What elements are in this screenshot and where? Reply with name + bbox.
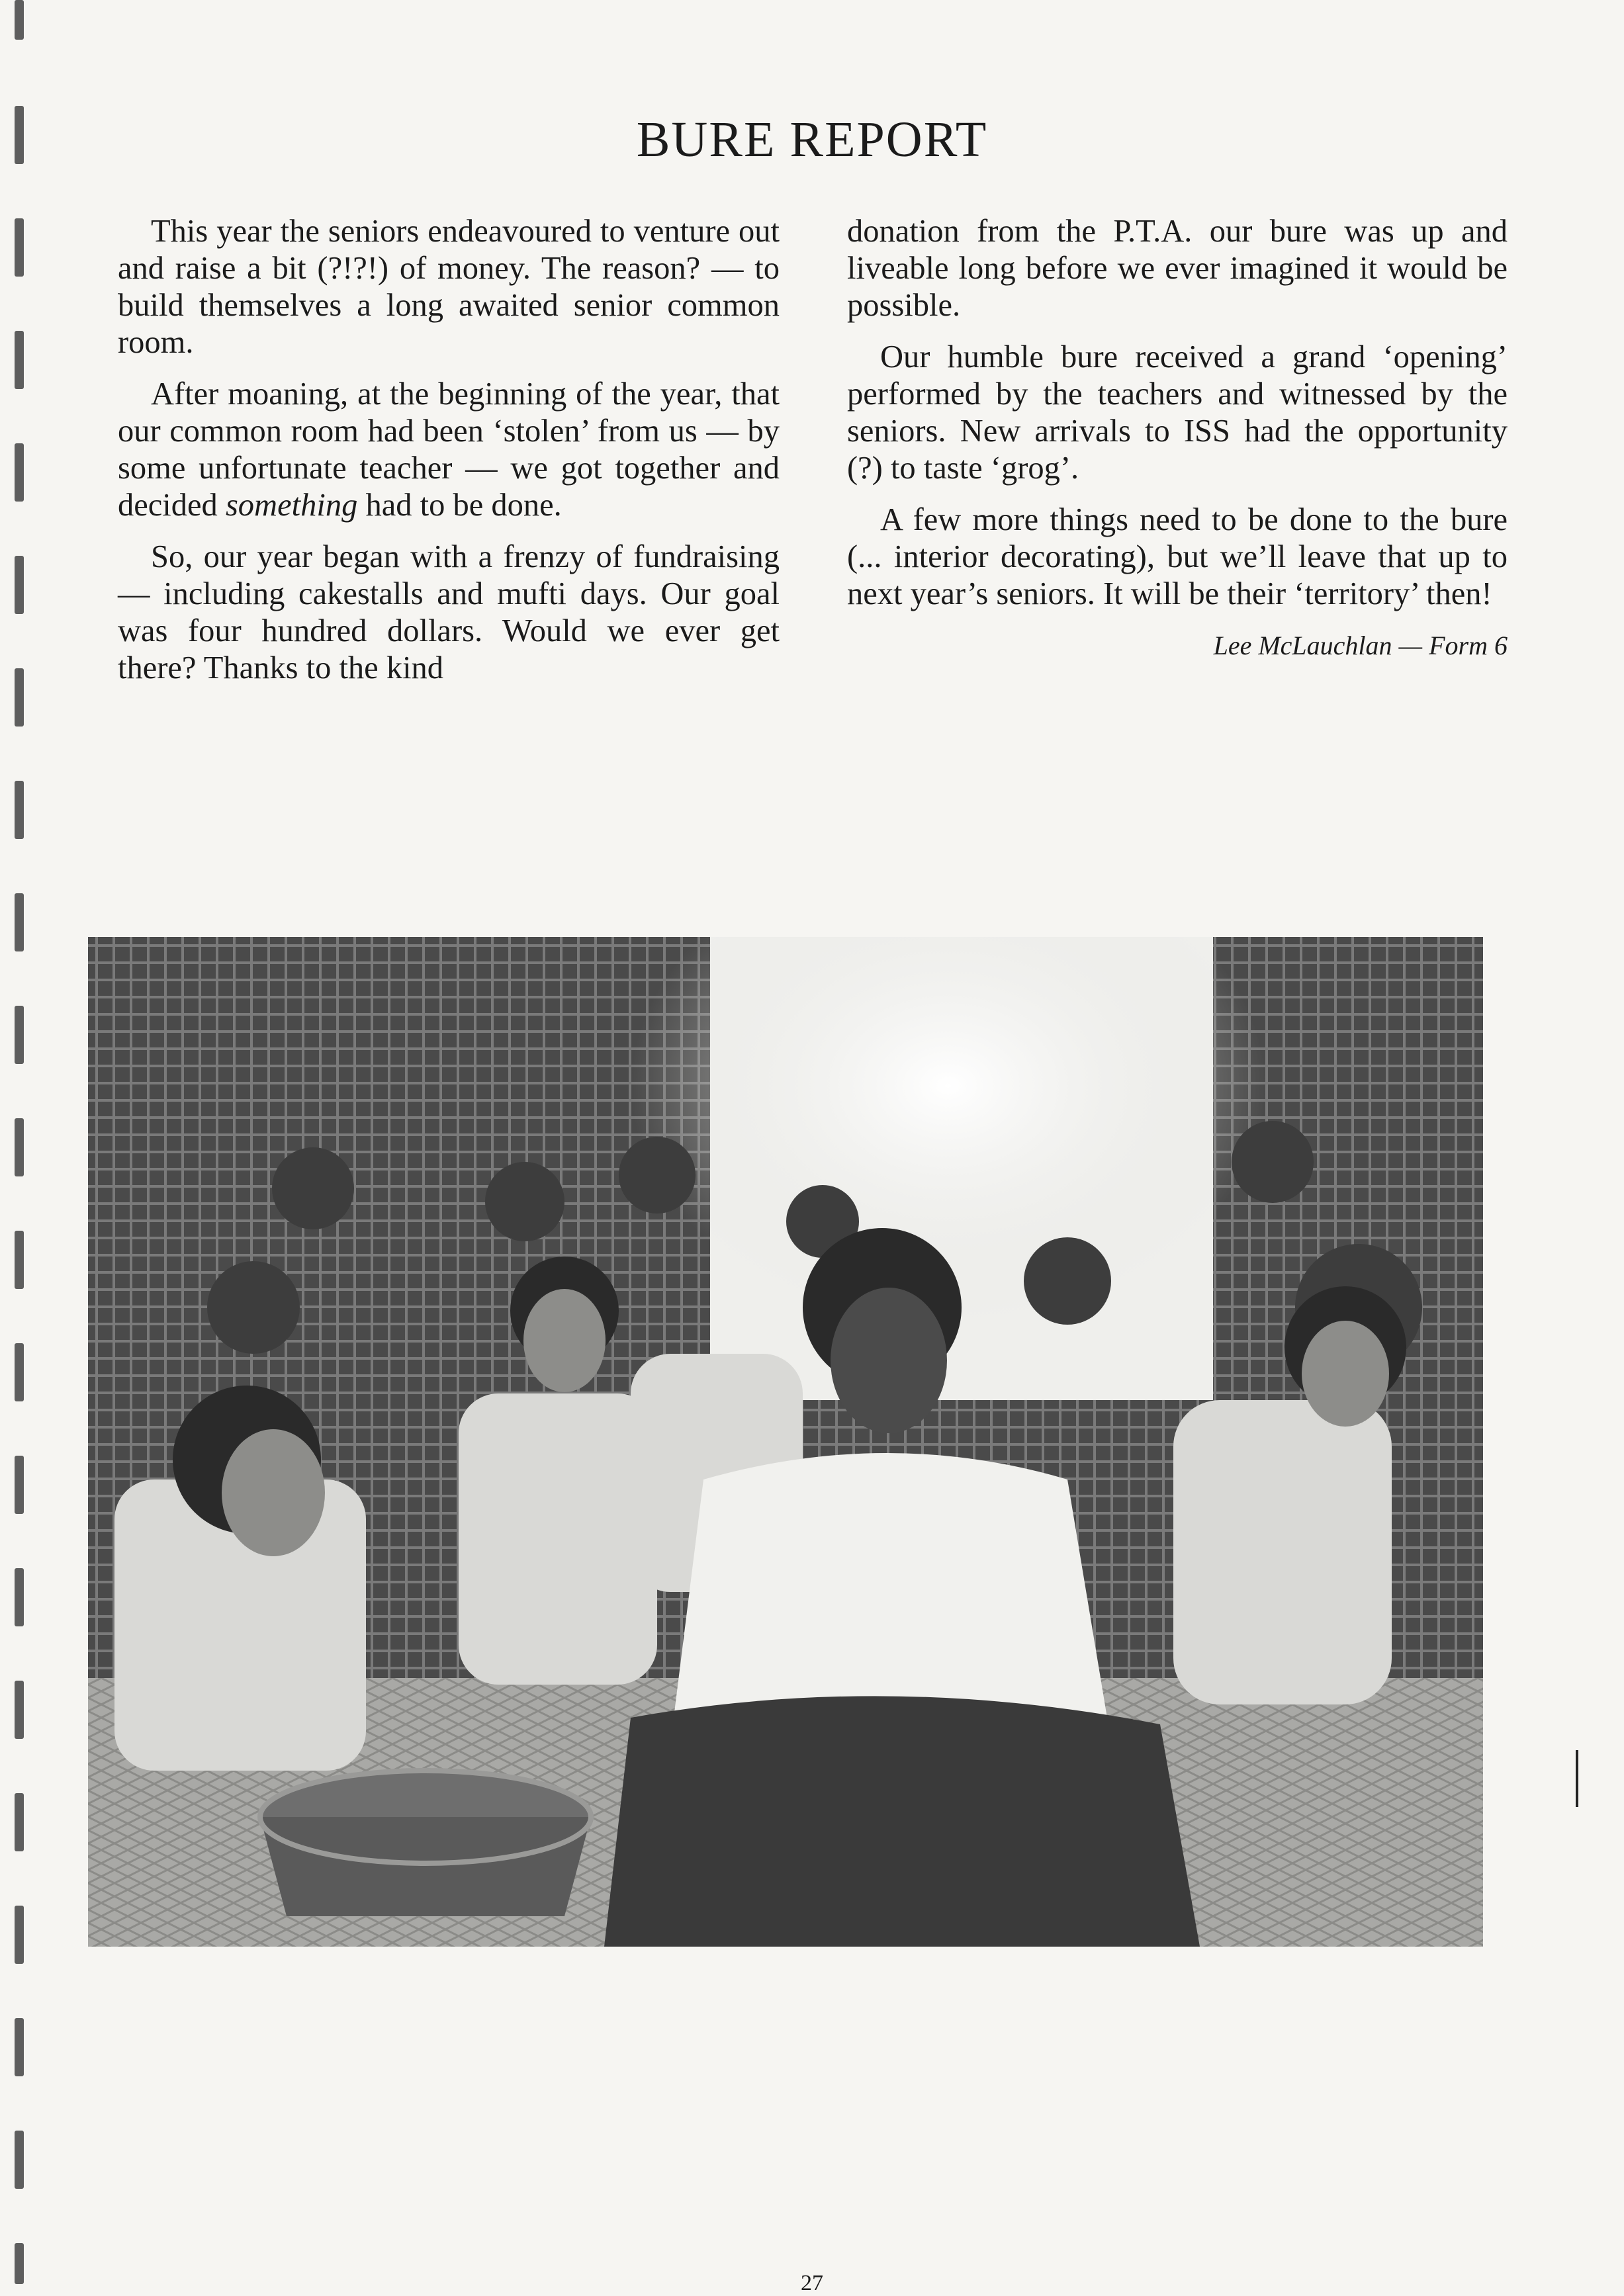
binding-hole — [15, 1231, 24, 1289]
group-photo — [88, 937, 1483, 1947]
article-column-left — [118, 213, 780, 701]
binding-hole — [15, 893, 24, 951]
text-run: had to be done. — [357, 488, 562, 523]
binding-hole — [15, 1906, 24, 1964]
binding-hole — [15, 1006, 24, 1064]
text-run: After moaning, at the beginning of the year, that our common room had been ‘stolen’ from us — by some unfortunate teacher — we got together and decided — [118, 376, 780, 523]
page-title: BURE REPORT — [636, 112, 988, 167]
spiral-binding — [15, 0, 34, 2284]
author-byline: Lee McLauchlan — Form 6 — [1213, 631, 1508, 660]
binding-hole — [15, 668, 24, 727]
scan-mark — [1576, 1750, 1578, 1807]
paragraph: So, our year began with a frenzy of fundraising — including cakestalls and mufti days. Our goal was four hundred dollars. Would we ever get there? Thanks to the kind — [118, 539, 780, 685]
binding-hole — [15, 0, 24, 40]
binding-hole — [15, 2018, 24, 2076]
page-number: 27 — [801, 2271, 823, 2295]
binding-hole — [15, 331, 24, 389]
binding-hole — [15, 1343, 24, 1401]
binding-hole — [15, 781, 24, 839]
binding-hole — [15, 1568, 24, 1626]
paragraph: A few more things need to be done to the bure (... interior decorating), but we’ll leave that up to next year’s seniors. It will be their ‘territory’ then! — [847, 502, 1508, 611]
emphasis: something — [225, 488, 358, 523]
binding-hole — [15, 556, 24, 614]
paragraph — [118, 376, 780, 524]
paragraph: donation from the P.T.A. our bure was up and liveable long before we ever imagined it would be possible. — [847, 214, 1508, 323]
binding-hole — [15, 2131, 24, 2189]
paragraph: Our humble bure received a grand ‘opening’ performed by the teachers and witnessed by the seniors. New arrivals to ISS had the opportunity (?) to taste ‘grog’. — [847, 339, 1508, 486]
binding-hole — [15, 1456, 24, 1514]
paragraph: This year the seniors endeavoured to venture out and raise a bit (?!?!) of money. The reason? — to build themselves a long awaited senior common room. — [118, 214, 780, 360]
binding-hole — [15, 1118, 24, 1176]
photo-illustration — [88, 937, 1483, 1947]
article-column-right — [847, 213, 1508, 664]
binding-hole — [15, 1793, 24, 1851]
binding-hole — [15, 1681, 24, 1739]
binding-hole — [15, 443, 24, 502]
binding-hole — [15, 218, 24, 277]
